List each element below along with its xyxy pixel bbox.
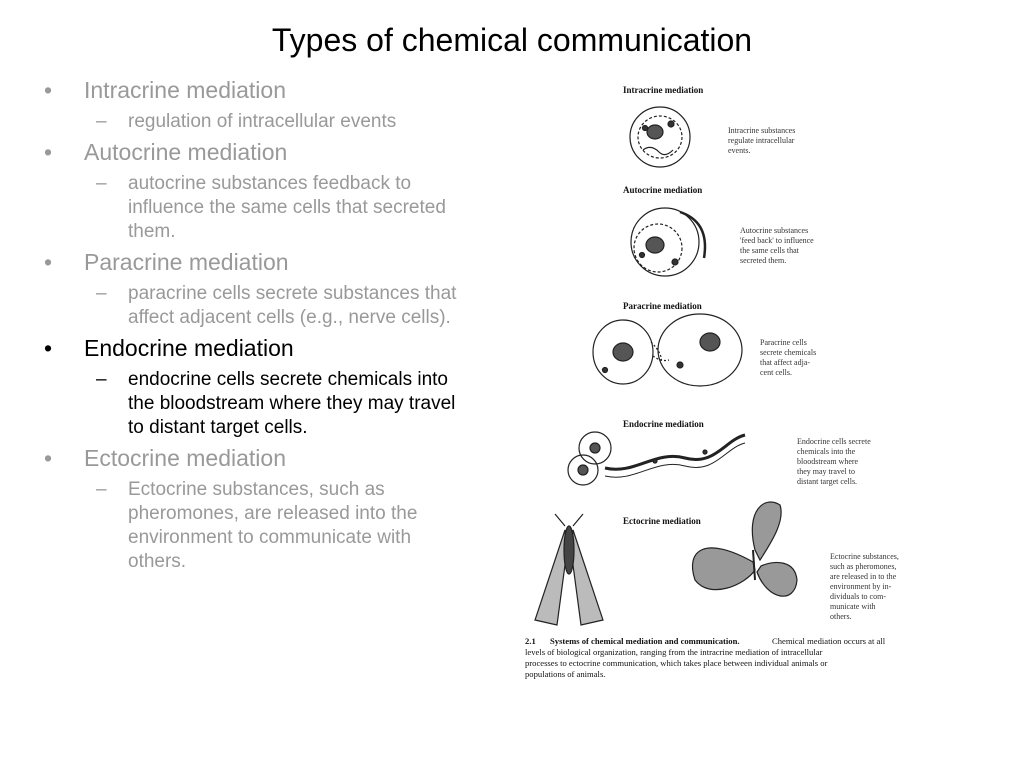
ectocrine-label: Ectocrine mediation <box>623 516 701 526</box>
sub-bullet-autocrine-text: autocrine substances feedback to influence the same cells that secreted them. <box>128 173 446 242</box>
sub-bullet-endocrine <box>44 368 464 440</box>
autocrine-desc-line: secreted them. <box>740 256 787 265</box>
bullet-mark: • <box>44 445 53 471</box>
dash-mark: – <box>96 479 107 500</box>
autocrine-label: Autocrine mediation <box>623 185 703 195</box>
intracrine-desc-line: events. <box>728 146 751 155</box>
ectocrine-desc-line: Ectocrine substances, <box>830 552 899 561</box>
caption-line: populations of animals. <box>525 669 606 679</box>
paracrine-panel <box>593 301 816 386</box>
bullet-autocrine-text: Autocrine mediation <box>84 139 288 165</box>
ectocrine-desc-line: others. <box>830 612 852 621</box>
autocrine-desc-line: 'feed back' to influence <box>740 236 814 245</box>
bullet-mark: • <box>44 249 53 275</box>
endocrine-desc-line: Endocrine cells secrete <box>797 437 871 446</box>
sub-bullet-paracrine-text: paracrine cells secrete substances that affect adjacent cells (e.g., nerve cells). <box>128 283 457 328</box>
dash-mark: – <box>96 369 107 390</box>
butterfly-icon <box>692 502 797 596</box>
bullet-autocrine <box>44 138 464 166</box>
slide-title: Types of chemical communication <box>271 22 753 58</box>
bullet-endocrine <box>44 334 464 362</box>
paracrine-desc-line: secrete chemicals <box>760 348 817 357</box>
caption-number: 2.1 <box>525 636 536 646</box>
paracrine-desc-line: cent cells. <box>760 368 792 377</box>
bullet-mark: • <box>44 139 53 165</box>
dash-mark: – <box>96 283 107 304</box>
intracrine-desc-line: regulate intracellular <box>728 136 795 145</box>
caption-line: processes to ectocrine communication, which takes place between individual animals or <box>525 658 828 668</box>
intracrine-desc-line: Intracrine substances <box>728 126 796 135</box>
bullet-endocrine-text: Endocrine mediation <box>84 335 294 361</box>
caption-line: levels of biological organization, ranging from the intracrine mediation of intracellular <box>525 647 823 657</box>
chemical-mediation-figure <box>505 80 945 700</box>
bullet-ectocrine <box>44 444 464 472</box>
moth-icon <box>535 514 603 625</box>
endocrine-label: Endocrine mediation <box>623 419 704 429</box>
sub-bullet-intracrine <box>44 110 464 134</box>
sub-bullet-ectocrine-text: Ectocrine substances, such as pheromones, are released into the environment to communicate with others. <box>128 479 418 572</box>
paracrine-desc-line: that affect adja- <box>760 358 811 367</box>
autocrine-cell-icon <box>631 208 705 276</box>
sub-bullet-paracrine <box>44 282 464 330</box>
paracrine-label: Paracrine mediation <box>623 301 702 311</box>
endocrine-bloodstream-icon <box>568 432 745 485</box>
ectocrine-desc-line: municate with <box>830 602 876 611</box>
ectocrine-desc-line: are released in to the <box>830 572 897 581</box>
bullet-list <box>44 72 464 574</box>
figure-caption <box>525 636 886 679</box>
sub-bullet-autocrine <box>44 172 464 244</box>
autocrine-panel <box>623 185 814 276</box>
caption-title: Systems of chemical mediation and communication. <box>550 636 740 646</box>
bullet-paracrine-text: Paracrine mediation <box>84 249 289 275</box>
endocrine-desc-line: bloodstream where <box>797 457 859 466</box>
autocrine-desc-line: the same cells that <box>740 246 799 255</box>
intracrine-label: Intracrine mediation <box>623 85 704 95</box>
bullet-intracrine-text: Intracrine mediation <box>84 77 286 103</box>
endocrine-desc-line: chemicals into the <box>797 447 856 456</box>
ectocrine-desc-line: such as pheromones, <box>830 562 897 571</box>
paracrine-desc-line: Paracrine cells <box>760 338 807 347</box>
intracrine-cell-icon <box>630 107 690 167</box>
autocrine-desc-line: Autocrine substances <box>740 226 809 235</box>
sub-bullet-intracrine-text: regulation of intracellular events <box>128 111 397 132</box>
ectocrine-desc-line: dividuals to com- <box>830 592 886 601</box>
bullet-paracrine <box>44 248 464 276</box>
sub-bullet-endocrine-text: endocrine cells secrete chemicals into the bloodstream where they may travel to distant target cells. <box>128 369 456 438</box>
ectocrine-desc-line: environment by in- <box>830 582 892 591</box>
ectocrine-panel <box>535 502 899 625</box>
endocrine-desc-line: they may travel to <box>797 467 855 476</box>
paracrine-cells-icon <box>593 314 742 386</box>
dash-mark: – <box>96 111 107 132</box>
bullet-intracrine <box>44 76 464 104</box>
sub-bullet-ectocrine <box>44 478 464 574</box>
endocrine-desc-line: distant target cells. <box>797 477 858 486</box>
endocrine-panel <box>568 419 871 486</box>
caption-line: Chemical mediation occurs at all <box>772 636 886 646</box>
bullet-mark: • <box>44 335 53 361</box>
bullet-ectocrine-text: Ectocrine mediation <box>84 445 286 471</box>
dash-mark: – <box>96 173 107 194</box>
intracrine-panel <box>623 85 795 167</box>
bullet-mark: • <box>44 77 53 103</box>
